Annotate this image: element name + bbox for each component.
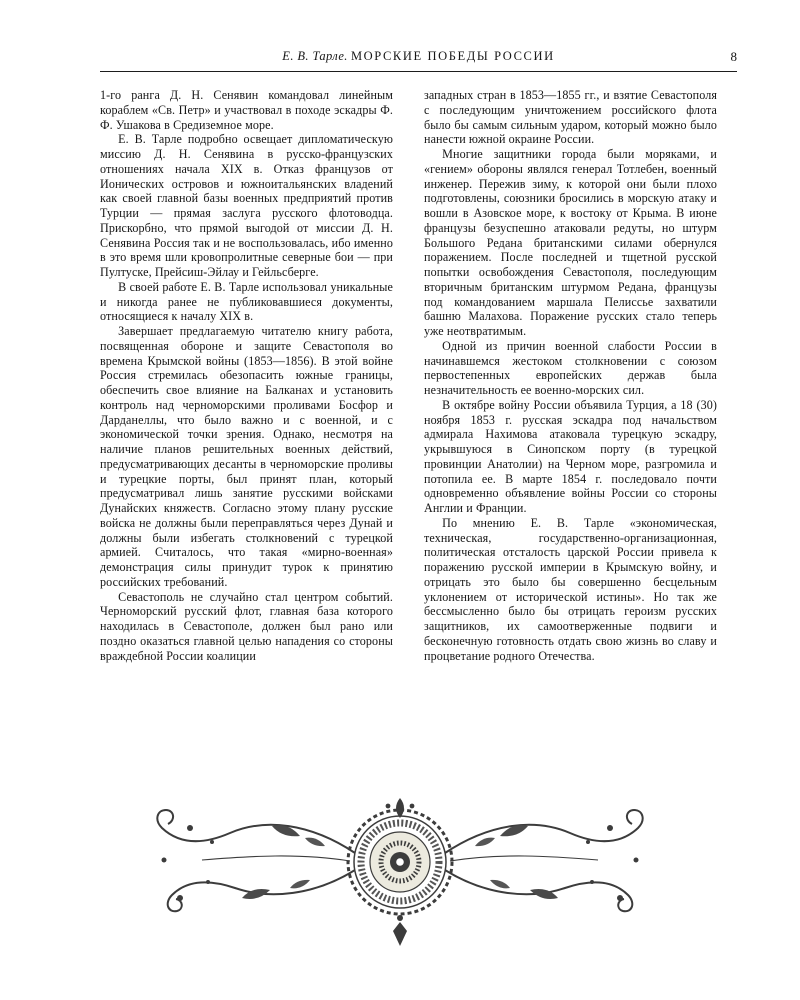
paragraph: Е. В. Тарле подробно освещает дипломатическую миссию Д. Н. Сенявина в русско-французских отношениях начала XIX в. Отказ французов от Ионических островов и южноитальянских владений как своей главной базы военных предприятий против Турции — прямая заслуга русского флотоводца. Прискорбно, что прямой выгодой от миссии Д. Н. Сенявина Россия так и не воспользовалась, ибо именно в это время шли кровопролитные северные бои — при Пултуске, Прейсиш-Эйлау и Гейльсберге.: [100, 132, 393, 279]
page-number: 8: [730, 49, 737, 64]
paragraph: Завершает предлагаемую читателю книгу работа, посвященная обороне и защите Севастополя во времена Крымской войны (1853—1856). В этой войне Россия стремилась обезопасить южные границы, обеспечить свое влияние на Балканах и установить контроль над черноморскими проливами Босфор и Дарданеллы, что было важно и с военной, и с экономической точки зрения. Однако, несмотря на наличие планов решительных военных действий, предусматривающих десанты в черноморские проливы и турецкие порты, был принят план, который предусматривал лишь занятие русскими войсками Дунайских княжеств. Согласно этому плану русские войска не должны были переправляться через Дунай и должны были избегать столкновений с турецкой армией. Считалось, что такая «мирно-военная» демонстрация силы принудит турок к принятию российских требований.: [100, 324, 393, 589]
engraving-vignette-icon: [150, 798, 650, 948]
running-title-author: Е. В. Тарле.: [282, 49, 348, 63]
left-column: [100, 88, 393, 663]
running-head: [100, 49, 737, 67]
paragraph: западных стран в 1853—1855 гг., и взятие Севастополя с последующим уничтожением российского флота было бы самым сильным ударом, который можно было нанести южной окраине России.: [424, 88, 717, 147]
paragraph: Многие защитники города были моряками, и «гением» обороны являлся генерал Тотлебен, военный инженер. Пережив зиму, к которой они были плохо подготовлены, союзники бросились в морскую атаку и вошли в Азовское море, к востоку от Крыма. В июне французы безуспешно атаковали редуты, но штурм Большого Редана британскими силами обернулся поражением. После последней и тщетной русской попытки освобождения Севастополя, последующим вторичным британским штурмом Редана, французы под командованием маршала Пелиссье захватили башню Малахова. Поражение русских стало теперь уже неотвратимым.: [424, 147, 717, 338]
paragraph: В своей работе Е. В. Тарле использовал уникальные и никогда ранее не публиковавшиеся документы, относящиеся к началу XIX в.: [100, 279, 393, 324]
paragraph: Севастополь не случайно стал центром событий. Черноморский русский флот, главная база которого находилась в Севастополе, должен был рано или поздно оказаться главной целью нападения со стороны враждебной России коалиции: [100, 589, 393, 663]
paragraph: В октябре войну России объявила Турция, а 18 (30) ноября 1853 г. русская эскадра под начальством адмирала Нахимова атаковала турецкую эскадру, укрывшуюся в Синопском порту (в турецкой провинции Анатолии) на Черном море, разгромила и потопила ее. В марте 1854 г. последовало почти одновременно объявление войны России со стороны Англии и Франции.: [424, 397, 717, 515]
paragraph: Одной из причин военной слабости России в начинавшемся жестоком столкновении с союзом первостепенных европейских держав была незначительность ее военно-морских сил.: [424, 338, 717, 397]
running-title: [100, 49, 737, 64]
running-title-caps: МОРСКИЕ ПОБЕДЫ РОССИИ: [350, 49, 555, 63]
text-columns: [100, 88, 717, 663]
right-column: [424, 88, 717, 663]
paragraph: 1-го ранга Д. Н. Сенявин командовал линейным кораблем «Св. Петр» и участвовал в походе эскадры Ф. Ф. Ушакова в Средиземное море.: [100, 88, 393, 132]
header-divider: [100, 71, 737, 72]
paragraph: По мнению Е. В. Тарле «экономическая, техническая, государственно-организационная, политическая отсталость царской России привела к поражению русской империи в Крымскую войну, и отрицать это было бы совершенно бесцельным уклонением от исторической истины». Но так же бессмысленно было бы отрицать героизм русских защитников, их самоотверженные подвиги и бесконечную готовность отдать свою жизнь во славу и процветание родного Отечества.: [424, 515, 717, 663]
bottom-ornament: [150, 798, 650, 948]
